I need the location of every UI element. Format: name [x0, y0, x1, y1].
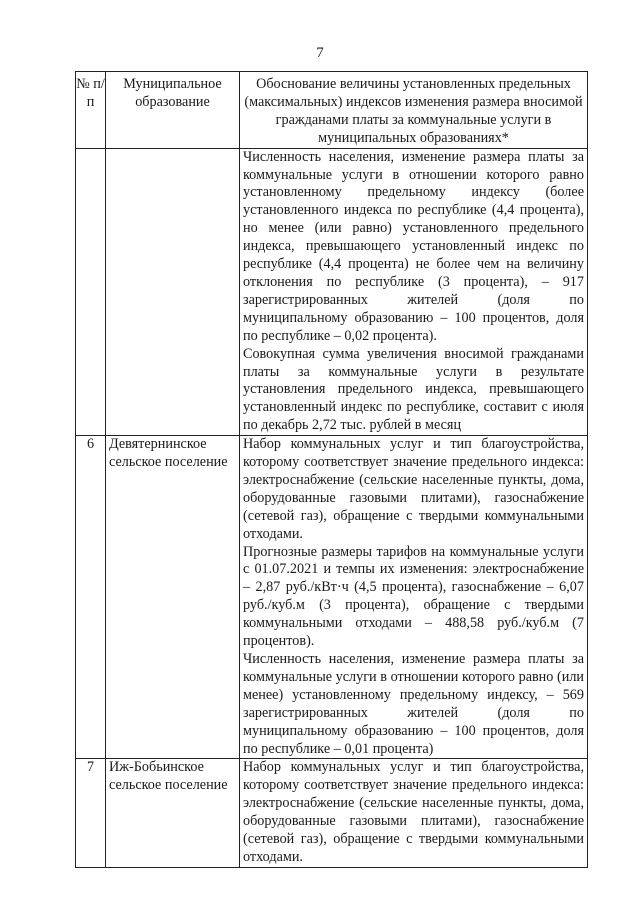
- row-justification: [240, 436, 588, 759]
- table-row: [76, 436, 588, 759]
- justification-paragraph: Численность населения, изменение размера платы за коммунальные услуги в отношении которого равно (или менее) установленному предельному индексу, – 569 зарегистрированных жителей (доля по муниципальному образованию – 100 процентов, доля по республике – 0,01 процента): [243, 651, 584, 757]
- row-justification: [240, 759, 588, 867]
- row-number: 6: [76, 436, 106, 759]
- row-municipality: [106, 148, 240, 436]
- justification-paragraph: Совокупная сумма увеличения вносимой гражданами платы за коммунальные услуги в результате установления предельного индекса, превышающего установленный индекс по республике, составит с июля по декабрь 2,72 тыс. рублей в месяц: [243, 345, 584, 434]
- row-number: 7: [76, 759, 106, 867]
- row-municipality: Иж-Бобьинское сельское поселение: [106, 759, 240, 867]
- table-header-row: [76, 72, 588, 149]
- table-row: [76, 759, 588, 867]
- justification-paragraph: Набор коммунальных услуг и тип благоустройства, которому соответствует значение предельного индекса: электроснабжение (сельские населенные пункты, дома, оборудованные газовыми плитами), газоснабжение (сетевой газ), обращение с твердыми коммунальными отходами.: [243, 759, 584, 865]
- table-row: [76, 148, 588, 436]
- page-number: 7: [316, 45, 324, 61]
- row-justification: [240, 148, 588, 436]
- header-justification-cell: Обоснование величины установленных предельных (максимальных) индексов изменения размера вносимой гражданами платы за коммунальные услуги в муниципальных образованиях*: [240, 72, 588, 149]
- row-number: [76, 148, 106, 436]
- justification-paragraph: Прогнозные размеры тарифов на коммунальные услуги с 01.07.2021 и темпы их изменения: электроснабжение – 2,87 руб./кВт·ч (4,5 процента), газоснабжение – 6,07 руб./куб.м (3 процента), обращение с твердыми коммунальными отходами – 488,58 руб./куб.м (7 процентов).: [243, 543, 584, 650]
- justification-paragraph: Набор коммунальных услуг и тип благоустройства, которому соответствует значение предельного индекса: электроснабжение (сельские населенные пункты, дома, оборудованные газовыми плитами), газоснабжение (сетевой газ), обращение с твердыми коммунальными отходами.: [243, 436, 584, 542]
- justification-paragraph: Численность населения, изменение размера платы за коммунальные услуги в отношении которого равно установленному предельному индексу (более установленного индекса по республике (4,4 процента), но менее (или равно) установленного предельного индекса, превышающего установленный индекс по республике (4,4 процента) не более чем на величину отклонения по республике (3 процента), – 917 зарегистрированных жителей (доля по муниципальному образованию – 100 процентов, доля по республике – 0,02 процента).: [243, 148, 584, 344]
- indices-table: [75, 71, 588, 868]
- header-number-cell: № п/п: [76, 72, 106, 149]
- row-municipality: Девятернинское сельское поселение: [106, 436, 240, 759]
- header-municipality-cell: Муниципальное образование: [106, 72, 240, 149]
